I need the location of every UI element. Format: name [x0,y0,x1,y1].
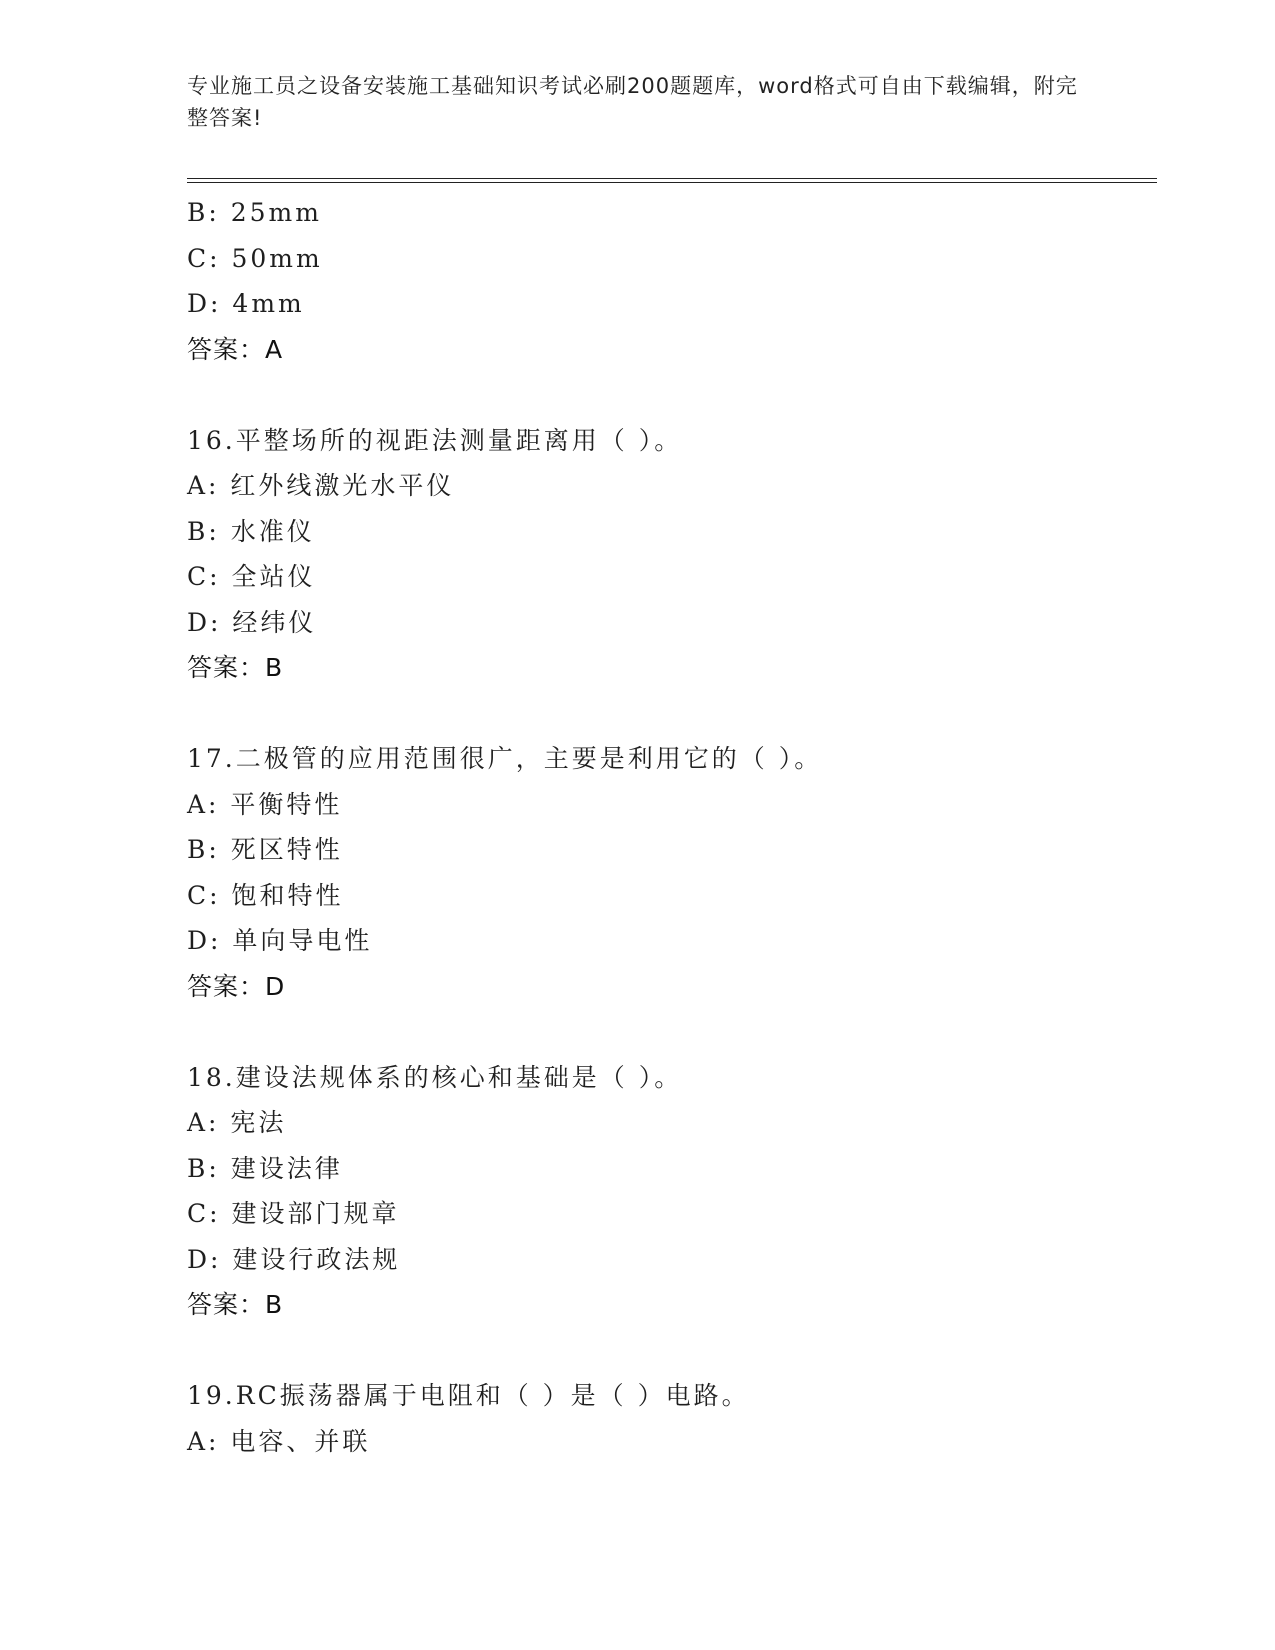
spacer [187,372,1147,418]
option-a: A: 平衡特性 [187,789,343,819]
answer-label: 答案：B [187,653,284,682]
answer-label: 答案：D [187,971,286,1001]
option-c: C: 全站仪 [187,562,316,591]
option-a: A: 电容、并联 [187,1426,371,1456]
question-19 [187,1373,1147,1464]
question-stem: 18.建设法规体系的核心和基础是（ ）。 [187,1062,683,1092]
option-a: A: 红外线激光水平仪 [187,471,455,500]
question-list [187,190,1147,1464]
option-b: B: 25mm [187,198,322,227]
option-b: B: 建设法律 [187,1153,343,1183]
question-16 [187,418,1147,691]
option-c: C: 50mm [187,243,323,273]
spacer [187,1009,1147,1055]
document-header: 专业施工员之设备安装施工基础知识考试必刷200题题库，word格式可自由下载编辑，附完整答案! [187,74,1078,130]
option-d: D: 单向导电性 [187,926,373,955]
option-c: C: 建设部门规章 [187,1199,400,1228]
header-divider [187,178,1157,183]
question-stem: 17.二极管的应用范围很广，主要是利用它的（ ）。 [187,744,823,773]
option-b: B: 死区特性 [187,835,343,864]
option-a: A: 宪法 [187,1108,287,1137]
spacer [187,691,1147,737]
answer-label: 答案：A [187,334,284,364]
answer-label: 答案：B [187,1290,284,1319]
question-17 [187,736,1147,1009]
spacer [187,1328,1147,1374]
question-18 [187,1055,1147,1328]
option-b: B: 水准仪 [187,516,315,546]
option-d: D: 经纬仪 [187,607,317,637]
option-c: C: 饱和特性 [187,880,344,910]
question-stem: 19.RC振荡器属于电阻和（ ）是（ ）电路。 [187,1381,750,1410]
option-d: D: 4mm [187,289,305,318]
option-d: D: 建设行政法规 [187,1244,401,1274]
question-15-continued [187,190,1147,372]
question-stem: 16.平整场所的视距法测量距离用（ ）。 [187,425,683,455]
